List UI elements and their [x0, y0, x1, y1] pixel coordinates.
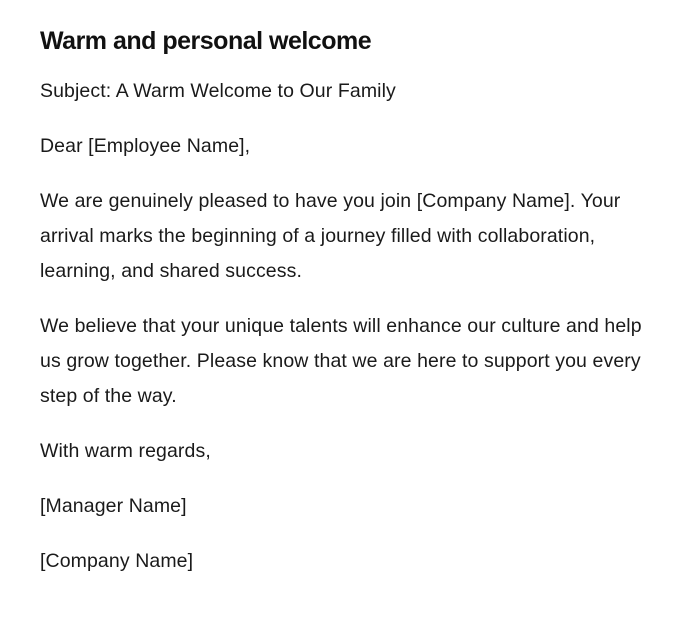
- closing-line: With warm regards,: [40, 440, 211, 462]
- salutation: Dear [Employee Name],: [40, 135, 251, 157]
- subject-line: Subject: A Warm Welcome to Our Family: [40, 80, 396, 102]
- signature-company: [Company Name]: [40, 550, 194, 572]
- page-title: Warm and personal welcome: [40, 27, 372, 55]
- signature-name: [Manager Name]: [40, 495, 187, 517]
- body-paragraph-1: We are genuinely pleased to have you join [Company Name]. Your arrival marks the beginning of a journey filled with collaboration, learning, and shared success.: [40, 190, 621, 282]
- body-paragraph-2: We believe that your unique talents will enhance our culture and help us grow together. Please know that we are here to support you every step of the way.: [40, 315, 642, 407]
